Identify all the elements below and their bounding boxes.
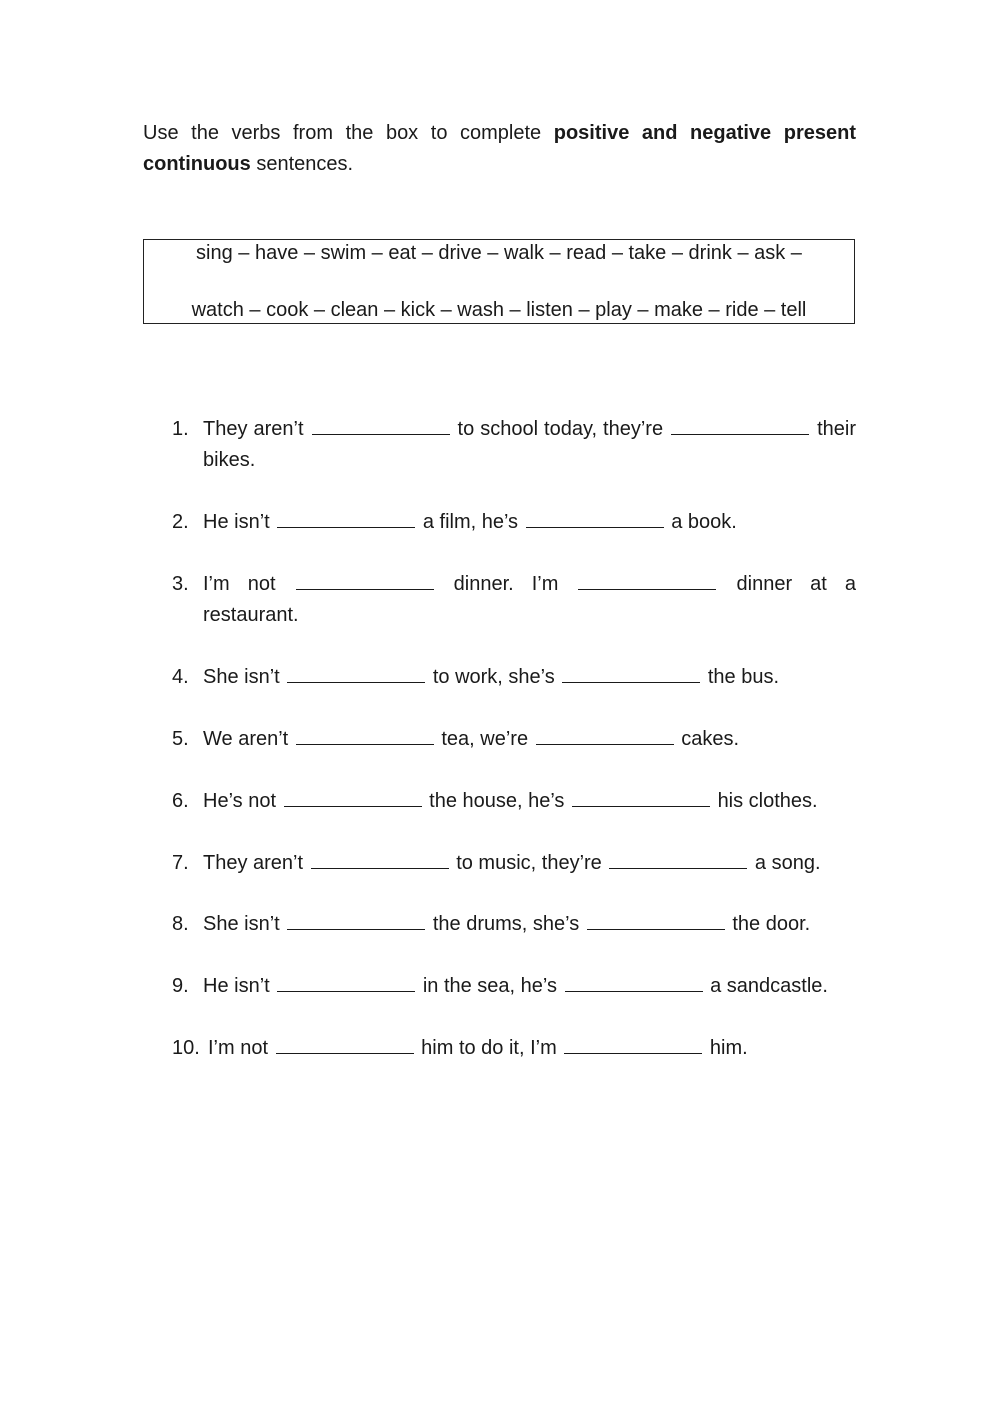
exercise-text: to music, they’re — [456, 852, 602, 874]
exercise-text: We aren’t — [203, 728, 289, 750]
exercise-text: the bus. — [707, 666, 780, 688]
exercise-text: his clothes. — [717, 790, 818, 812]
exercise-text: a song. — [754, 852, 821, 874]
exercise-text: tea, we’re — [441, 728, 529, 750]
instructions — [143, 118, 856, 180]
instructions-tail: sentences. — [256, 153, 354, 175]
answer-blank[interactable] — [276, 1035, 414, 1054]
verb-list-line-2: watch – cook – clean – kick – wash – listen – play – make – ride – tell — [191, 299, 807, 321]
answer-blank[interactable] — [572, 788, 710, 807]
exercise-number: 2. — [172, 511, 189, 533]
exercise-number: 3. — [172, 573, 189, 595]
answer-blank[interactable] — [526, 509, 664, 528]
exercise-number: 6. — [172, 790, 189, 812]
answer-blank[interactable] — [287, 664, 425, 683]
answer-blank[interactable] — [296, 571, 434, 590]
exercise-number: 1. — [172, 418, 189, 440]
answer-blank[interactable] — [312, 416, 450, 435]
exercise-text: He isn’t — [203, 511, 270, 533]
exercise-text: in the sea, he’s — [422, 975, 557, 997]
instructions-lead: Use the verbs from the box to complete — [143, 122, 542, 144]
exercise-text: They aren’t — [203, 418, 304, 440]
exercise-text: cakes. — [681, 728, 740, 750]
exercise-text: the drums, she’s — [432, 913, 580, 935]
answer-blank[interactable] — [277, 973, 415, 992]
exercise-item — [172, 569, 856, 631]
answer-blank[interactable] — [671, 416, 809, 435]
exercise-number: 5. — [172, 728, 189, 750]
answer-blank[interactable] — [296, 726, 434, 745]
verb-list-line-1: sing – have – swim – eat – drive – walk – read – take – drink – ask – — [196, 242, 802, 264]
exercise-text: their bikes. — [203, 418, 856, 471]
answer-blank[interactable] — [587, 911, 725, 930]
answer-blank[interactable] — [562, 664, 700, 683]
exercise-text: him. — [709, 1037, 748, 1059]
exercise-text: I’m not — [208, 1037, 269, 1059]
exercise-item — [172, 662, 856, 693]
exercise-item — [172, 507, 856, 538]
exercise-text: dinner at a restaurant. — [203, 573, 857, 626]
exercise-item — [172, 724, 856, 755]
exercise-text: She isn’t — [203, 666, 280, 688]
exercise-number: 8. — [172, 913, 189, 935]
exercise-text: I’m not — [203, 573, 276, 595]
instructions-bold: positive and negative present continuous — [143, 122, 856, 175]
exercise-item — [172, 848, 856, 879]
answer-blank[interactable] — [536, 726, 674, 745]
exercise-text: the house, he’s — [429, 790, 565, 812]
exercise-item — [172, 414, 856, 476]
answer-blank[interactable] — [287, 911, 425, 930]
verb-box — [143, 239, 855, 324]
exercise-item — [172, 786, 856, 817]
exercise-text: to work, she’s — [432, 666, 555, 688]
exercise-text: He’s not — [203, 790, 277, 812]
exercise-number: 10. — [172, 1037, 200, 1059]
exercise-text: She isn’t — [203, 913, 280, 935]
exercise-text: dinner. I’m — [453, 573, 559, 595]
exercise-text: a book. — [671, 511, 737, 533]
exercise-number: 9. — [172, 975, 189, 997]
answer-blank[interactable] — [578, 571, 716, 590]
exercise-item — [172, 1033, 856, 1064]
exercise-text: He isn’t — [203, 975, 270, 997]
exercise-text: a film, he’s — [422, 511, 519, 533]
answer-blank[interactable] — [284, 788, 422, 807]
answer-blank[interactable] — [565, 973, 703, 992]
answer-blank[interactable] — [277, 509, 415, 528]
exercise-text: to school today, they’re — [457, 418, 664, 440]
answer-blank[interactable] — [609, 850, 747, 869]
exercise-item — [172, 971, 856, 1002]
exercise-number: 4. — [172, 666, 189, 688]
exercise-text: the door. — [732, 913, 811, 935]
answer-blank[interactable] — [564, 1035, 702, 1054]
exercise-text: They aren’t — [203, 852, 304, 874]
exercise-text: a sandcastle. — [710, 975, 828, 997]
exercise-number: 7. — [172, 852, 189, 874]
exercise-text: him to do it, I’m — [421, 1037, 557, 1059]
exercise-item — [172, 909, 856, 940]
answer-blank[interactable] — [311, 850, 449, 869]
